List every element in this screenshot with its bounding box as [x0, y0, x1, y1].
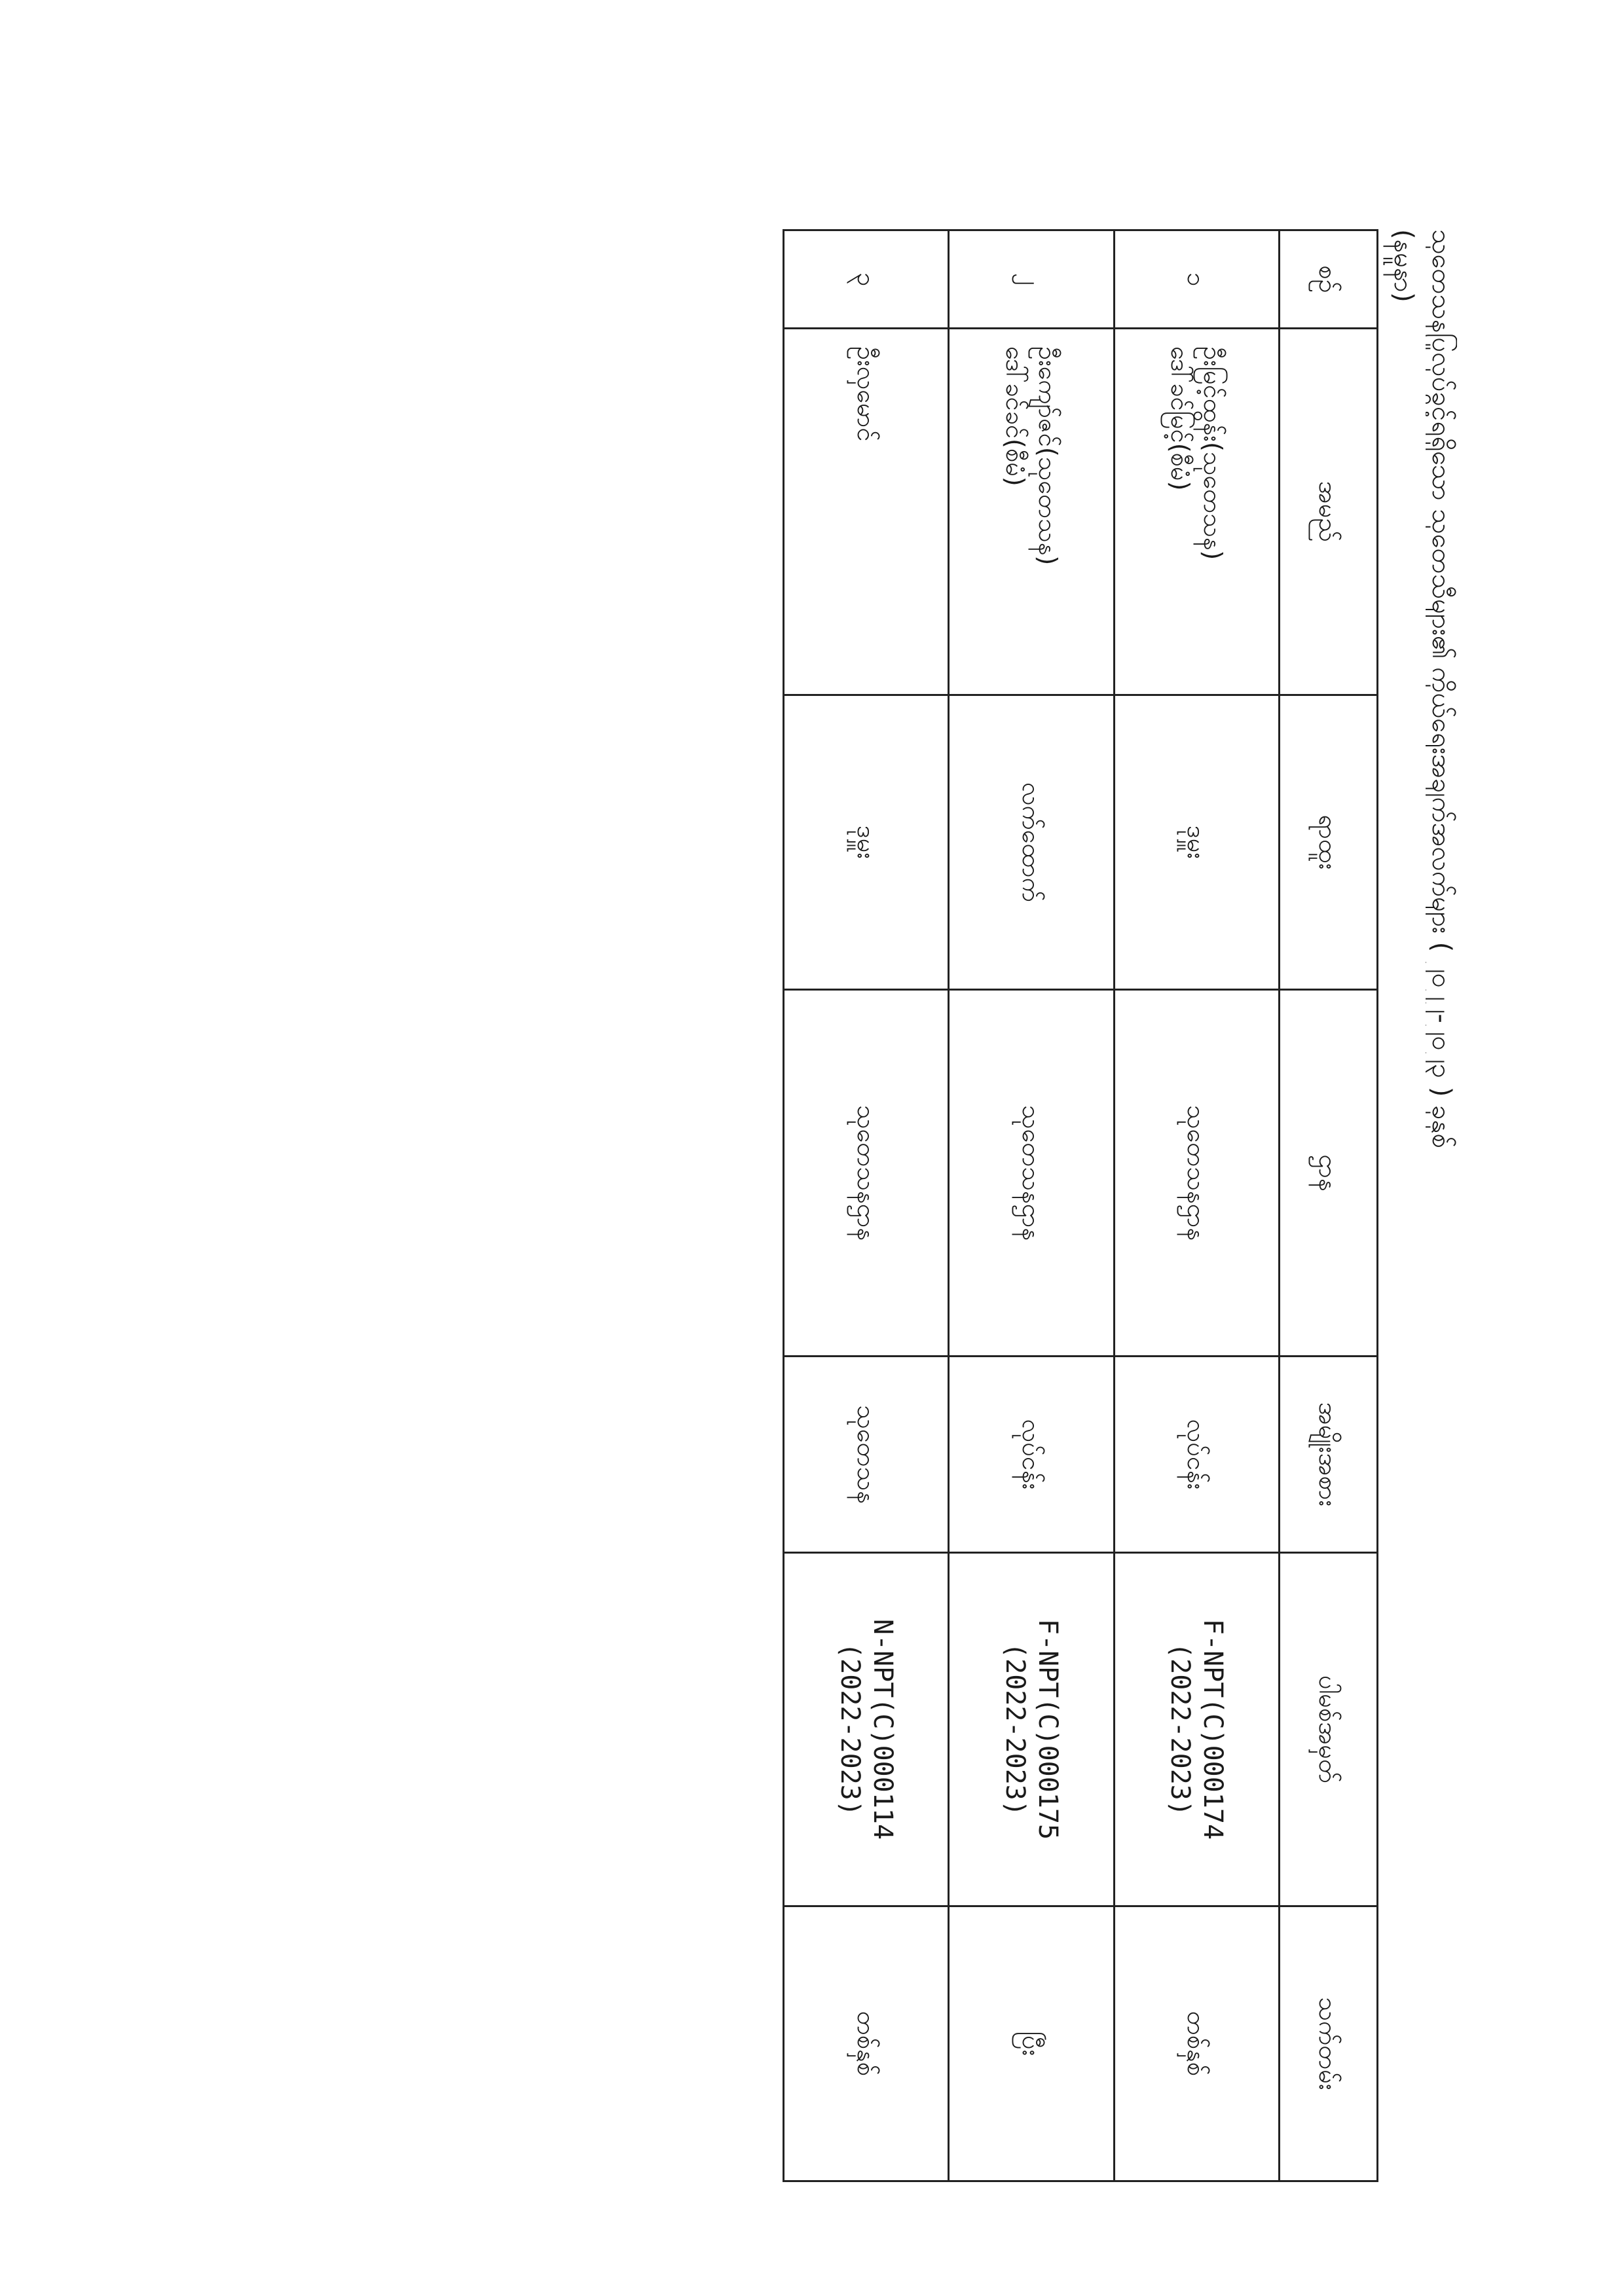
table-row [1114, 230, 1279, 2181]
permit-table [783, 229, 1378, 2182]
table-header-row [1280, 230, 1378, 2181]
header-type: အမျိုးအစား [1280, 1357, 1378, 1553]
rotated-page-content [776, 216, 1457, 2200]
table-row [949, 230, 1114, 2181]
row-type: လုပ်ငန်း [949, 1357, 1114, 1553]
row-permit-number: F-NPT(C)000174 [1198, 1618, 1228, 1840]
header-no: စဉ် [1280, 230, 1378, 329]
document-heading: သုတေသနပြုလုပ်ခွင့်ရရှိသော သုတေသီများ၏ ကိုယ်ရေးအချက်အလက်များ ( ၂၀၂၂-၂၀၂၃ ) ခုနှစ် [1426, 229, 1456, 1148]
document-subheading: (နမူနာ) [1388, 229, 1418, 302]
table-row [784, 230, 949, 2181]
row-validity: တစ်နှစ် [784, 1906, 949, 2181]
row-type: သုတေသန [784, 1357, 949, 1553]
row-name [949, 329, 1114, 695]
row-validity: တစ်နှစ် [1114, 1906, 1279, 2181]
header-validity: သက်တမ်း [1280, 1906, 1378, 2181]
row-rank: ဒုမှူး [1114, 695, 1279, 990]
row-department: သုတေသနဌာန [1114, 990, 1279, 1357]
row-number: ၃ [784, 230, 949, 329]
header-name: အမည် [1280, 329, 1378, 695]
row-number: ၁ [1114, 230, 1279, 329]
row-permit [949, 1553, 1114, 1906]
header-rank: ရာထူး [1280, 695, 1378, 990]
row-department: သုတေသနဌာန [784, 990, 949, 1357]
row-name [1114, 329, 1279, 695]
row-permit [784, 1553, 949, 1906]
row-name-line1: ဦးကျော်ဇင်(သုတေသန) [1033, 346, 1063, 566]
row-permit-number: N-NPT(C)000114 [867, 1618, 898, 1840]
row-permit-number: F-NPT(C)000175 [1033, 1618, 1063, 1840]
row-name-line1: ဦးလှမောင် [851, 346, 881, 442]
row-name [784, 329, 949, 695]
row-name-line2: ဒေါ်ခင်ခင်(စီမံ) [1001, 346, 1030, 486]
row-name-line1: ဦးမြင့်ထွန်း(သုတေသန) [1198, 346, 1228, 560]
row-rank: ဒုမှူး [784, 695, 949, 990]
row-permit-year: (2022-2023) [1165, 1643, 1196, 1816]
row-validity: ပြီး [949, 1906, 1114, 2181]
row-permit [1114, 1553, 1279, 1906]
row-number: ၂ [949, 230, 1114, 329]
row-permit-year: (2022-2023) [834, 1643, 865, 1816]
row-department: သုတေသနဌာန [949, 990, 1114, 1357]
row-name-line2: ဒေါ်ခင်မြင့်(စီမံ) [1166, 346, 1195, 491]
row-rank: လက်ထောက် [949, 695, 1114, 990]
header-department: ဌာန [1280, 990, 1378, 1357]
header-permit: ပါမစ်အမှတ် [1280, 1553, 1378, 1906]
row-type: လုပ်ငန်း [1114, 1357, 1279, 1553]
row-permit-year: (2022-2023) [1000, 1643, 1031, 1816]
